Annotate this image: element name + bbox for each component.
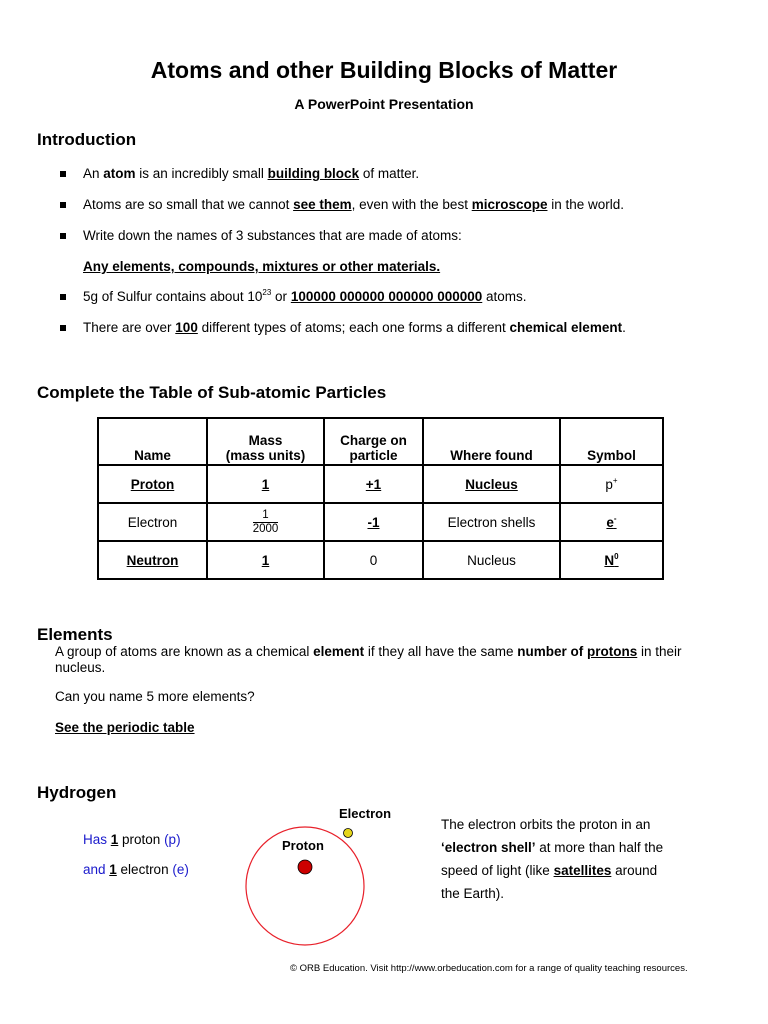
answer-atom-count: 100000 000000 000000 000000 <box>290 289 483 304</box>
symbol-superscript: - <box>613 513 617 523</box>
cell-where: Nucleus <box>423 465 560 503</box>
page-subtitle: A PowerPoint Presentation <box>294 96 474 112</box>
text: Write down the names of 3 substances that are made of atoms: <box>83 228 462 243</box>
elements-answer: See the periodic table <box>55 720 195 735</box>
text: of matter. <box>359 166 420 181</box>
header-mass <box>207 418 324 465</box>
header-text: Charge on <box>340 433 407 448</box>
footer-credit: © ORB Education. Visit http://www.orbeducation.com for a range of quality teaching resources. <box>290 963 688 974</box>
bullet-marker <box>60 233 66 239</box>
keyword-atom: atom <box>103 166 136 181</box>
answer-100: 100 <box>175 320 198 335</box>
cell-symbol <box>560 503 663 541</box>
header-symbol <box>560 418 663 465</box>
bullet-marker <box>60 202 66 208</box>
answer-building-block: building block <box>267 166 360 181</box>
elements-heading: Elements <box>37 625 113 644</box>
header-text: Symbol <box>587 448 636 463</box>
cell-symbol <box>560 465 663 503</box>
hydrogen-atom-diagram <box>240 800 392 960</box>
cell-where: Electron shells <box>423 503 560 541</box>
table-header-row <box>98 418 663 465</box>
text: (p) <box>164 832 181 847</box>
text: in the world. <box>547 197 625 212</box>
text: A group of atoms are known as a chemical <box>55 644 314 659</box>
hydrogen-line-2 <box>83 862 189 878</box>
symbol-text: e <box>606 514 614 530</box>
answer-see-them: see them <box>293 197 352 212</box>
electron-dot <box>344 829 353 838</box>
hydrogen-description <box>441 813 731 905</box>
text: speed of light (like <box>441 863 554 878</box>
cell-name: Proton <box>98 465 207 503</box>
text: 5g of Sulfur contains about 10 <box>83 289 263 304</box>
cell-charge: 0 <box>324 541 423 579</box>
text: at more than half the <box>535 840 664 855</box>
text: and <box>83 862 110 877</box>
cell-name: Neutron <box>98 541 207 579</box>
fraction-denominator: 2000 <box>252 522 279 535</box>
cell-symbol <box>560 541 663 579</box>
hydrogen-heading: Hydrogen <box>37 783 117 802</box>
keyword-electron-shell: ‘electron shell’ <box>441 840 536 855</box>
cell-name: Electron <box>98 503 207 541</box>
symbol-superscript: 0 <box>614 551 619 561</box>
intro-bullet-4 <box>83 289 527 305</box>
cell-charge: +1 <box>324 465 423 503</box>
text: An <box>83 166 104 181</box>
answer-protons: protons <box>587 644 638 659</box>
text: in their nucleus. <box>55 644 682 675</box>
header-name <box>98 418 207 465</box>
text: Atoms are so small that we cannot <box>83 197 294 212</box>
header-charge <box>324 418 423 465</box>
header-text: Where found <box>450 448 533 463</box>
intro-bullet-2 <box>83 197 624 213</box>
introduction-heading: Introduction <box>37 130 137 149</box>
text: . <box>622 320 626 335</box>
proton-dot <box>298 860 312 874</box>
elements-paragraph <box>55 644 735 676</box>
cell-mass: 1 <box>207 541 324 579</box>
elements-question: Can you name 5 more elements? <box>55 689 255 704</box>
subatomic-particles-table <box>97 417 664 580</box>
answer-1: 1 <box>109 862 117 877</box>
cell-mass: 1 <box>207 465 324 503</box>
proton-label: Proton <box>282 838 324 853</box>
symbol-text: p <box>605 476 613 492</box>
text: proton <box>118 832 165 847</box>
text: or <box>271 289 291 304</box>
answer-satellites: satellites <box>553 863 612 878</box>
text: atoms. <box>482 289 527 304</box>
electron-label: Electron <box>339 806 392 821</box>
symbol-superscript: + <box>612 475 618 485</box>
header-text: Mass <box>248 433 283 448</box>
header-where <box>423 418 560 465</box>
text: the Earth). <box>441 886 505 901</box>
bullet-marker <box>60 294 66 300</box>
text: if they all have the same <box>364 644 518 659</box>
cell-mass <box>207 503 324 541</box>
intro-bullet-5 <box>83 320 626 336</box>
hydrogen-line-1 <box>83 832 181 848</box>
symbol-text: N <box>604 552 615 568</box>
text: around <box>611 863 658 878</box>
bullet-marker <box>60 325 66 331</box>
text: , even with the best <box>351 197 472 212</box>
keyword-chemical-element: chemical element <box>509 320 623 335</box>
text: is an incredibly small <box>135 166 268 181</box>
bullet-marker <box>60 171 66 177</box>
keyword-number-of: number of <box>517 644 588 659</box>
text: There are over <box>83 320 176 335</box>
keyword-element: element <box>313 644 365 659</box>
text: electron <box>116 862 173 877</box>
cell-where: Nucleus <box>423 541 560 579</box>
cell-charge: -1 <box>324 503 423 541</box>
mass-fraction <box>253 509 279 536</box>
text: different types of atoms; each one forms a different <box>197 320 510 335</box>
intro-bullet-1 <box>83 166 419 182</box>
text: Has <box>83 832 111 847</box>
header-text: (mass units) <box>225 448 306 463</box>
table-heading: Complete the Table of Sub-atomic Particles <box>37 383 387 402</box>
intro-answer-substances: Any elements, compounds, mixtures or other materials. <box>83 259 441 274</box>
header-text: particle <box>349 448 398 463</box>
fraction-numerator: 1 <box>253 509 279 523</box>
table-row-electron <box>98 503 663 541</box>
table-row-neutron <box>98 541 663 579</box>
table-row-proton <box>98 465 663 503</box>
header-text: Name <box>134 448 171 463</box>
answer-1: 1 <box>110 832 119 847</box>
text: (e) <box>172 862 189 877</box>
page-title: Atoms and other Building Blocks of Matter <box>150 57 618 83</box>
intro-bullet-3 <box>83 228 462 244</box>
answer-microscope: microscope <box>471 197 548 212</box>
exponent: 23 <box>262 288 272 297</box>
text: The electron orbits the proton in an <box>441 817 651 832</box>
